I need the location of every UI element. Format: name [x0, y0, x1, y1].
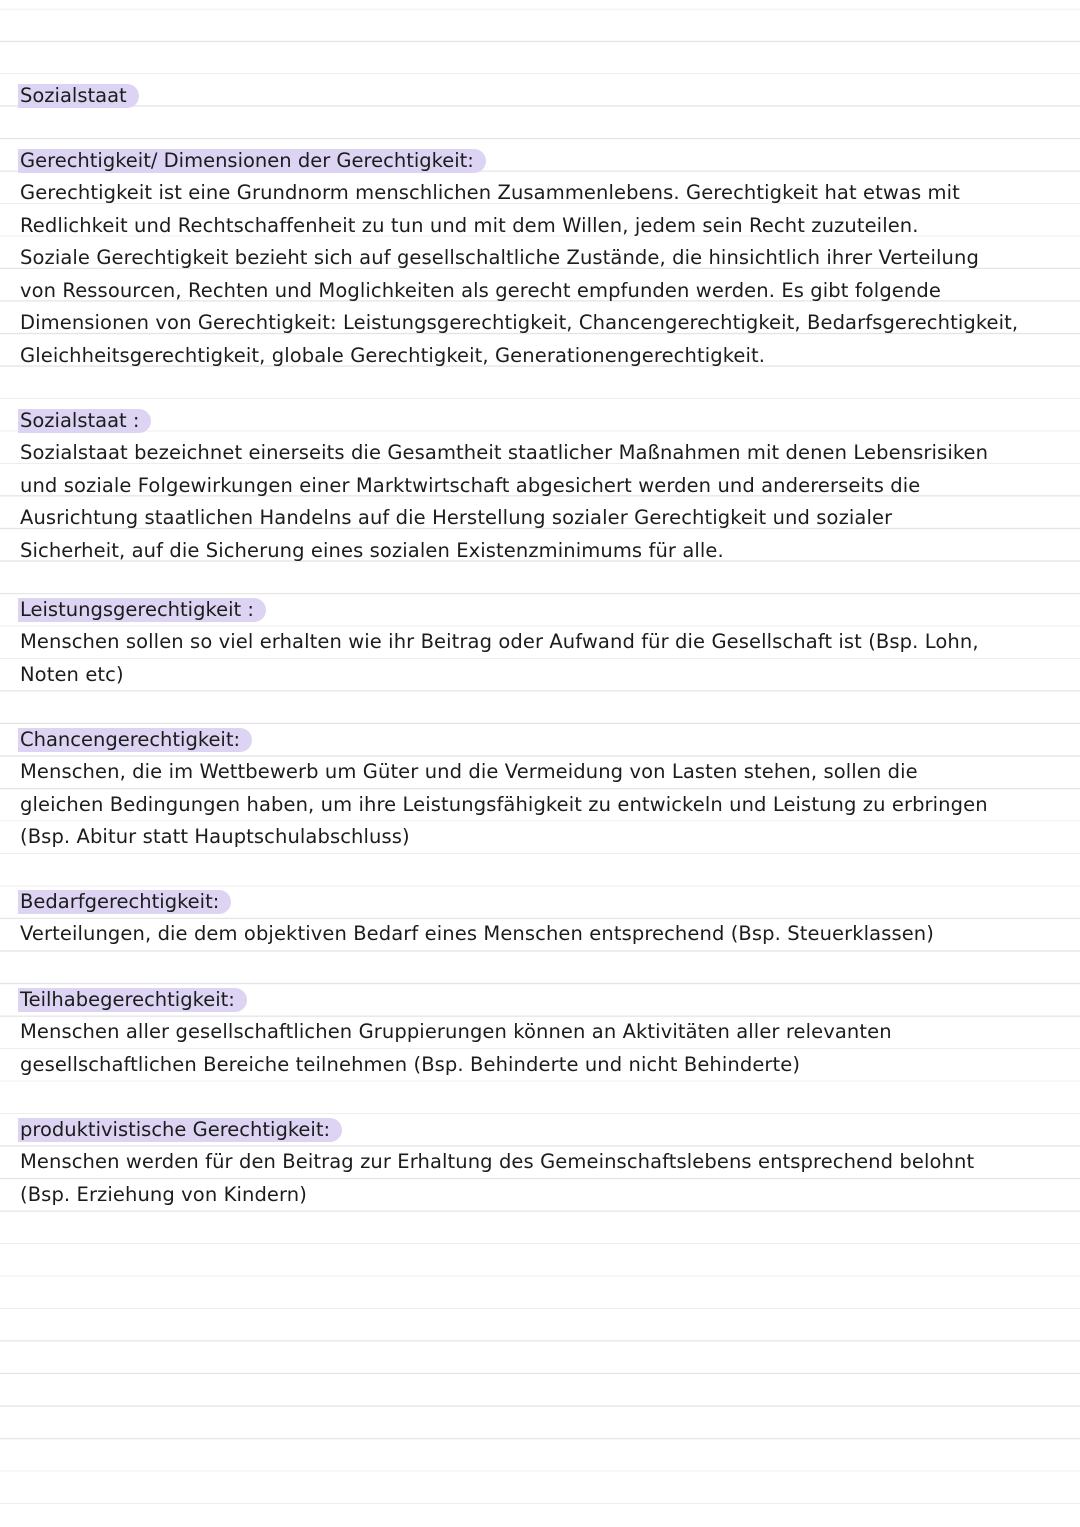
body-line: Verteilungen, die dem objektiven Bedarf eines Menschen entsprechend (Bsp. Steuerklassen) [20, 922, 934, 945]
section-body [20, 177, 1060, 372]
body-line: Gleichheitsgerechtigkeit, globale Gerechtigkeit, Generationengerechtigkeit. [20, 343, 766, 367]
body-line: Menschen werden für den Beitrag zur Erhaltung des Gemeinschaftslebens entsprechend belohnt [20, 1150, 975, 1173]
body-line: (Bsp. Erziehung von Kindern) [20, 1182, 307, 1206]
section-produktivistische-gerechtigkeit [20, 1118, 1060, 1211]
section-heading: Teilhabegerechtigkeit: [18, 988, 247, 1012]
section-heading: Chancengerechtigkeit: [18, 728, 252, 752]
body-line: Sozialstaat bezeichnet einerseits die Gesamtheit staatlicher Maßnahmen mit denen Lebensrisiken [20, 441, 989, 464]
body-line: Gerechtigkeit ist eine Grundnorm menschlichen Zusammenlebens. Gerechtigkeit hat etwas mit [20, 181, 960, 204]
body-line: Sicherheit, auf die Sicherung eines sozialen Existenzminimums für alle. [20, 538, 724, 562]
section-heading: Sozialstaat : [18, 409, 151, 433]
section-teilhabegerechtigkeit [20, 988, 1060, 1081]
body-line: Menschen sollen so viel erhalten wie ihr Beitrag oder Aufwand für die Gesellschaft ist (Bsp. Lohn, [20, 630, 979, 653]
section-chancengerechtigkeit [20, 728, 1060, 854]
section-body [20, 437, 1060, 567]
section-body [20, 1016, 1060, 1081]
body-line: gleichen Bedingungen haben, um ihre Leistungsfähigkeit zu entwickeln und Leistung zu erbringen [20, 792, 988, 816]
section-heading: produktivistische Gerechtigkeit: [18, 1118, 342, 1142]
body-line: Noten etc) [20, 662, 124, 686]
section-body [20, 918, 1060, 951]
body-line: Ausrichtung staatlichen Handelns auf die Herstellung sozialer Gerechtigkeit und sozialer [20, 506, 893, 529]
body-line: (Bsp. Abitur statt Hauptschulabschluss) [20, 825, 410, 848]
page-title-block [20, 84, 1060, 108]
section-sozialstaat [20, 409, 1060, 567]
section-bedarfgerechtigkeit [20, 890, 1060, 951]
section-body [20, 626, 1060, 691]
section-heading: Bedarfgerechtigkeit: [18, 890, 231, 914]
section-gerechtigkeit [20, 149, 1060, 372]
section-heading: Leistungsgerechtigkeit : [18, 598, 266, 622]
section-heading: Gerechtigkeit/ Dimensionen der Gerechtigkeit: [18, 149, 486, 173]
section-body [20, 756, 1060, 854]
body-line: Soziale Gerechtigkeit bezieht sich auf gesellschaltliche Zustände, die hinsichtlich ihrer Verteilung [20, 246, 979, 269]
body-line: von Ressourcen, Rechten und Moglichkeiten als gerecht empfunden werden. Es gibt folgende [20, 278, 941, 302]
page-title: Sozialstaat [18, 84, 139, 108]
body-line: gesellschaftlichen Bereiche teilnehmen (Bsp. Behinderte und nicht Behinderte) [20, 1052, 801, 1076]
body-line: Menschen aller gesellschaftlichen Gruppierungen können an Aktivitäten aller relevanten [20, 1020, 892, 1043]
body-line: Dimensionen von Gerechtigkeit: Leistungsgerechtigkeit, Chancengerechtigkeit, Bedarfsgerechtigkeit, [20, 311, 1019, 334]
section-body [20, 1146, 1060, 1211]
body-line: Menschen, die im Wettbewerb um Güter und die Vermeidung von Lasten stehen, sollen die [20, 760, 918, 783]
body-line: und soziale Folgewirkungen einer Marktwirtschaft abgesichert werden und andererseits die [20, 473, 921, 497]
section-leistungsgerechtigkeit [20, 598, 1060, 691]
body-line: Redlichkeit und Rechtschaffenheit zu tun und mit dem Willen, jedem sein Recht zuzuteilen. [20, 213, 919, 237]
